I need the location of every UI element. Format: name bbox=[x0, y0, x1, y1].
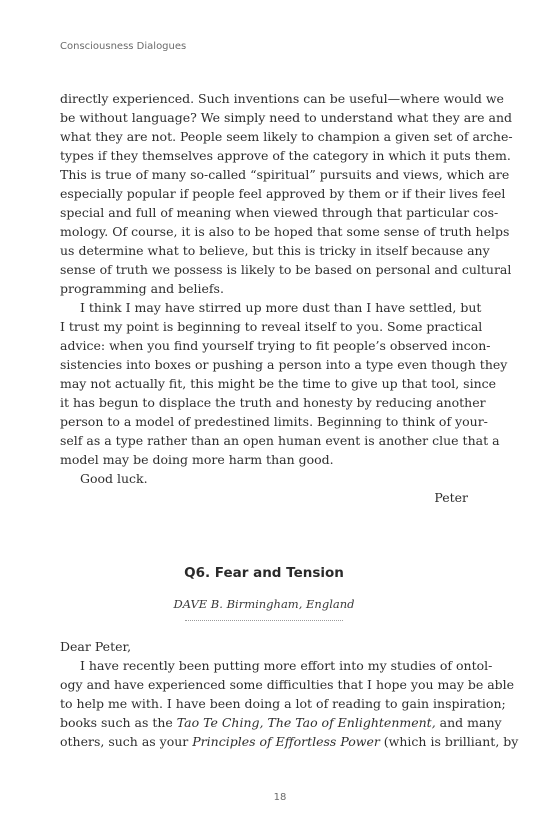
text-line: types if they themselves approve of the category in which it puts them. bbox=[60, 148, 511, 163]
text-line: model may be doing more harm than good. bbox=[60, 452, 334, 467]
book-title: The Tao of Enlightenment, bbox=[267, 715, 436, 730]
text-line: self as a type rather than an open human event is another clue that a bbox=[60, 433, 500, 448]
text-line: especially popular if people feel approved by them or if their lives feel bbox=[60, 186, 506, 201]
text-line: I have recently been putting more effort into my studies of ontol- bbox=[80, 658, 493, 673]
text-line: what they are not. People seem likely to champion a given set of arche- bbox=[60, 129, 513, 144]
text-line: programming and beliefs. bbox=[60, 281, 224, 296]
byline: DAVE B. Birmingham, England bbox=[173, 597, 355, 611]
text-line: sense of truth we possess is likely to be based on personal and cultural bbox=[60, 262, 512, 277]
book-title: Principles of Effortless Power bbox=[192, 734, 380, 749]
section-title: Q6. Fear and Tension bbox=[184, 565, 344, 581]
body-text bbox=[60, 89, 513, 507]
byline-divider bbox=[185, 620, 343, 621]
text-line: person to a model of predestined limits. Beginning to think of your- bbox=[60, 414, 488, 429]
text-line: us determine what to believe, but this is tricky in itself because any bbox=[60, 243, 490, 258]
text-line: directly experienced. Such inventions can be useful—where would we bbox=[60, 91, 504, 106]
salutation: Dear Peter, bbox=[60, 639, 132, 654]
closing-line: Good luck. bbox=[80, 471, 148, 486]
text-line: special and full of meaning when viewed through that particular cos- bbox=[60, 205, 499, 220]
text-line: advice: when you find yourself trying to fit people’s observed incon- bbox=[60, 338, 491, 353]
text-line: it has begun to displace the truth and honesty by reducing another bbox=[60, 395, 486, 410]
signature: Peter bbox=[434, 490, 468, 505]
running-head: Consciousness Dialogues bbox=[60, 41, 187, 52]
letter-text bbox=[60, 637, 519, 751]
text-line: may not actually fit, this might be the time to give up that tool, since bbox=[60, 376, 497, 391]
book-title: Tao Te Ching, bbox=[176, 715, 264, 730]
text-run: and many bbox=[435, 715, 502, 730]
text-run: others, such as your bbox=[60, 734, 193, 749]
text-line: sistencies into boxes or pushing a person into a type even though they bbox=[60, 357, 508, 372]
text-line: mology. Of course, it is also to be hoped that some sense of truth helps bbox=[60, 224, 510, 239]
text-line: to help me with. I have been doing a lot of reading to gain inspiration; bbox=[60, 696, 506, 711]
page-number: 18 bbox=[273, 792, 287, 803]
text-line: ogy and have experienced some difficulties that I hope you may be able bbox=[60, 677, 515, 692]
text-line bbox=[60, 732, 519, 751]
text-line: This is true of many so-called “spiritual” pursuits and views, which are bbox=[60, 167, 510, 182]
text-line: I trust my point is beginning to reveal itself to you. Some practical bbox=[60, 319, 483, 334]
text-line: I think I may have stirred up more dust than I have settled, but bbox=[80, 300, 482, 315]
text-line bbox=[60, 713, 502, 732]
text-line: be without language? We simply need to understand what they are and bbox=[60, 110, 513, 125]
text-run: (which is brilliant, by bbox=[379, 734, 519, 749]
text-run: books such as the bbox=[60, 715, 177, 730]
